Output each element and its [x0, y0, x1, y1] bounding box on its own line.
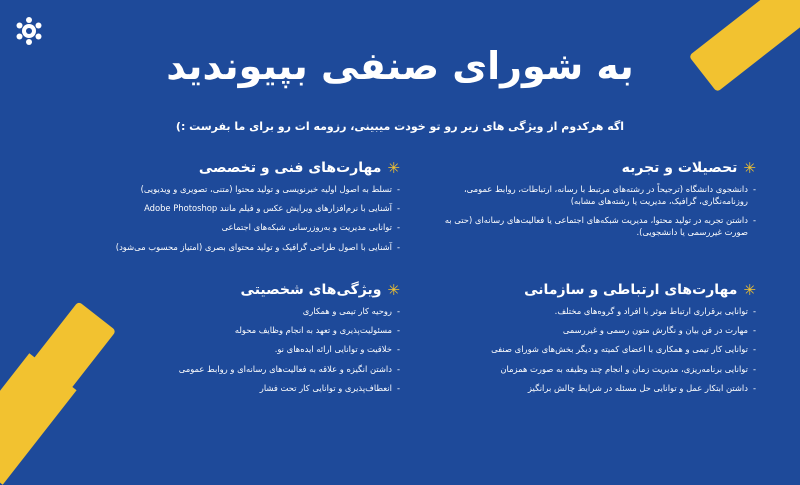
list-item: - توانایی برنامه‌ریزی، مدیریت زمان و انجام چند وظیفه به صورت همزمان: [500, 363, 756, 374]
list-item: - آشنایی با نرم‌افزارهای ویرایش عکس و فیلم مانند Adobe Photoshop: [144, 203, 400, 214]
list-item: - آشنایی با اصول طراحی گرافیک و تولید محتوای بصری (امتیاز محسوب می‌شود): [115, 241, 400, 252]
sparkle-icon: ✳: [743, 158, 756, 177]
list-item: - دانشجوی دانشگاه (ترجیحاً در رشته‌های مرتبط با رسانه، ارتباطات، روابط عمومی، روزنامه‌نگاری، گرافیک، مدیریت یا رشته‌های مشابه): [463, 184, 756, 206]
section-title: مهارت‌های ارتباطی و سازمانی: [524, 282, 738, 298]
section-technical: [70, 160, 400, 260]
section-education: [426, 160, 756, 245]
list-item: - تسلط به اصول اولیه خبرنویسی و تولید محتوا (متنی، تصویری و ویدیویی): [140, 184, 400, 194]
sparkle-icon: ✳: [387, 158, 400, 177]
list-item: - توانایی کار تیمی و همکاری با اعضای کمیته و دیگر بخش‌های شورای صنفی: [491, 344, 756, 355]
list-item: - داشتن تجربه در تولید محتوا، مدیریت شبکه‌های اجتماعی یا فعالیت‌های رسانه‌ای (حتی به صورت غیررسمی یا دانشجویی).: [444, 215, 756, 238]
list-item: - مهارت در فن بیان و نگارش متون رسمی و غیررسمی: [562, 325, 756, 336]
list-item: - توانایی مدیریت و به‌روزرسانی شبکه‌های اجتماعی: [221, 222, 400, 233]
list-item: - توانایی برقراری ارتباط موثر با افراد و گروه‌های مختلف.: [554, 306, 756, 316]
sparkle-icon: ✳: [743, 280, 756, 299]
section-title: تحصیلات و تجربه: [621, 160, 738, 176]
section-title: مهارت‌های فنی و تخصصی: [198, 160, 382, 176]
list-item: - خلاقیت و توانایی ارائه ایده‌های نو.: [274, 344, 400, 355]
list-item: - انعطاف‌پذیری و توانایی کار تحت فشار: [259, 382, 400, 393]
list-item: - مسئولیت‌پذیری و تعهد به انجام وظایف محوله: [234, 325, 400, 336]
list-item: - داشتن انگیزه و علاقه به فعالیت‌های رسانه‌ای و روابط عمومی: [178, 363, 400, 374]
list-item: - روحیه کار تیمی و همکاری: [302, 306, 400, 316]
page-subtitle: اگه هرکدوم از ویژگی های زیر رو تو خودت میبینی، رزومه ات رو برای ما بفرست :): [175, 120, 625, 133]
list-item: - داشتن ابتکار عمل و توانایی حل مسئله در شرایط چالش برانگیز: [527, 382, 756, 393]
section-communication: [426, 282, 756, 401]
sparkle-icon: ✳: [387, 280, 400, 299]
page-title: به شورای صنفی بپیوندید: [166, 44, 634, 88]
section-personal: [70, 282, 400, 401]
section-title: ویژگی‌های شخصیتی: [240, 282, 382, 298]
